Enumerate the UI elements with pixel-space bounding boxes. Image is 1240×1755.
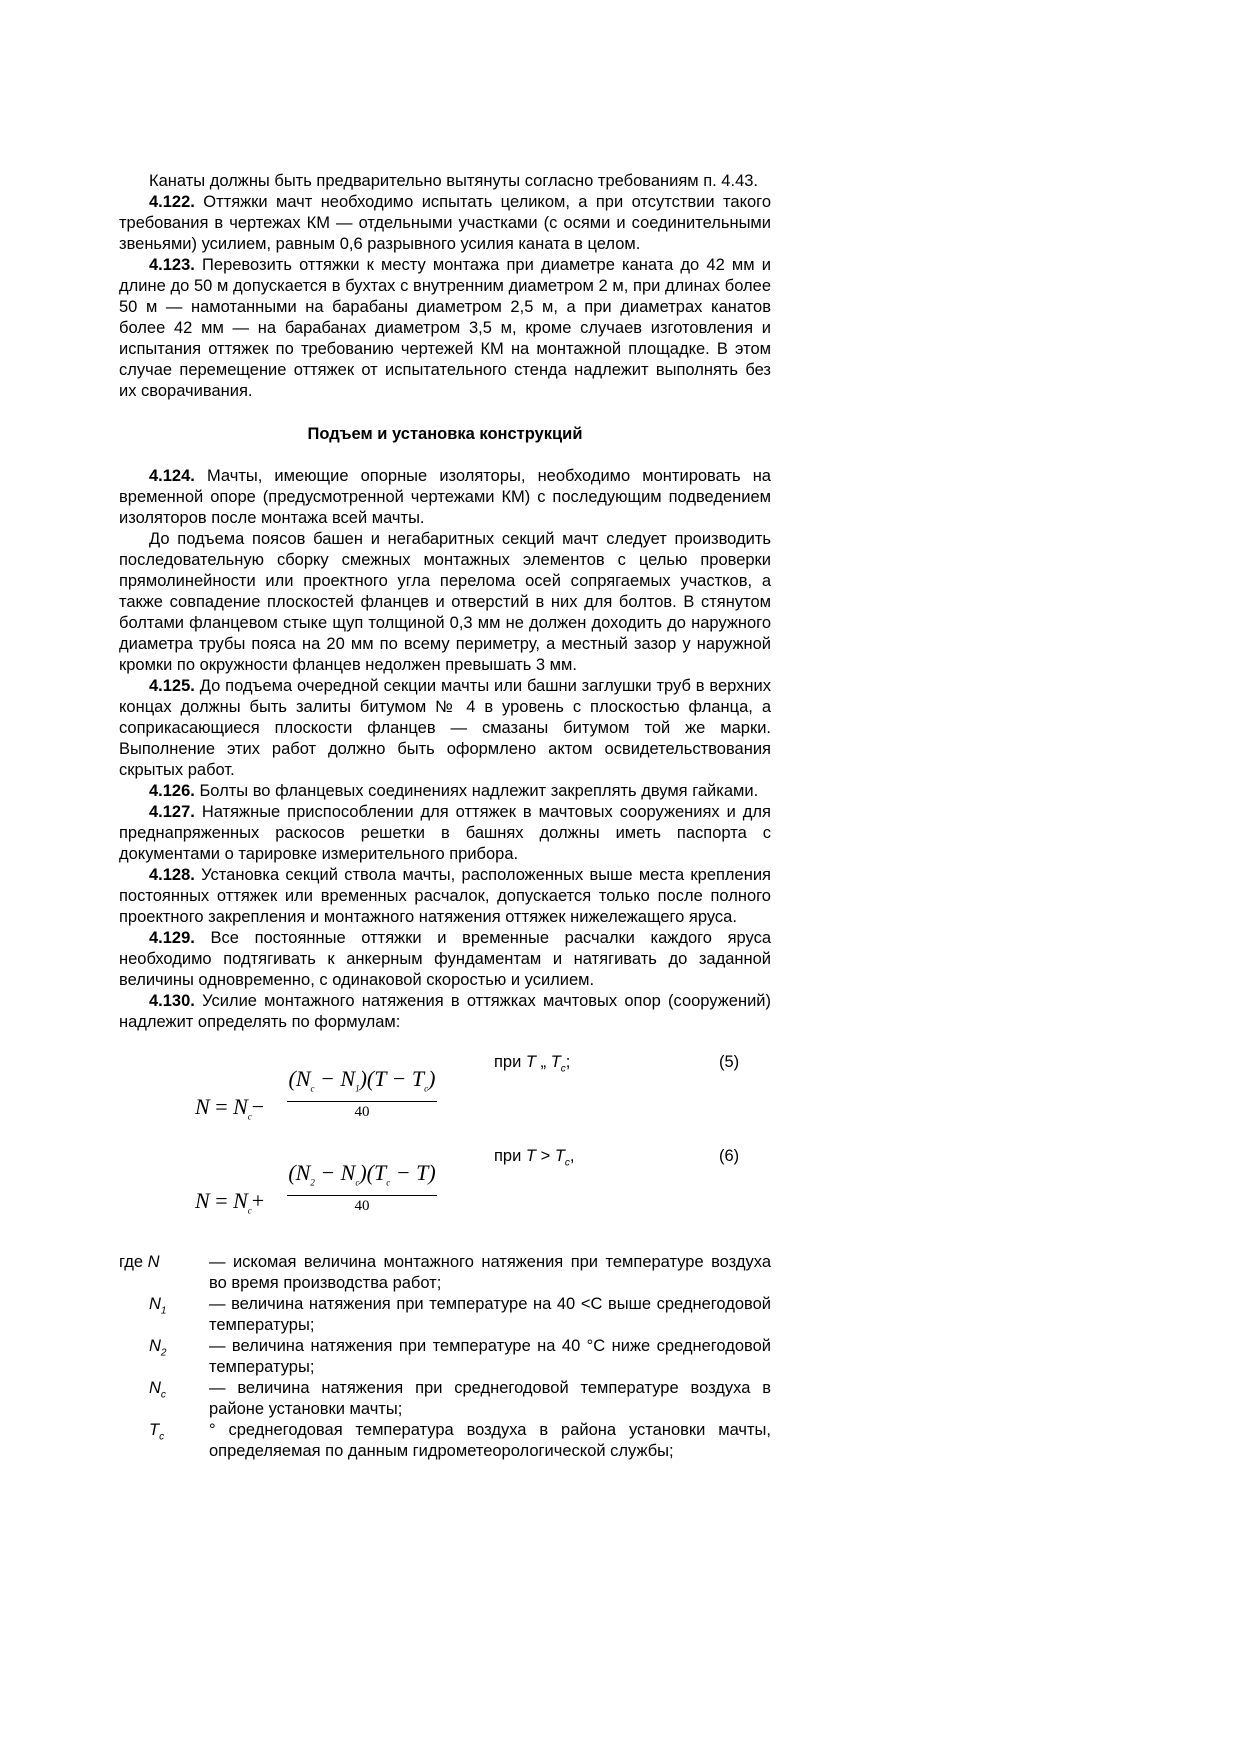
paragraph-4-124: 4.124. Мачты, имеющие опорные изоляторы, необходимо монтировать на временной опоре (предусмотренной чертежами КМ) с последующим подведением изоляторов после монтажа всей мачты.	[119, 467, 771, 527]
formula-denominator: 40	[354, 1198, 370, 1215]
formula-condition: при $T > T_c$,	[494, 1147, 575, 1169]
definition-text: — величина натяжения при температуре на 40 <С выше среднегодовой температуры;	[209, 1295, 771, 1334]
equation-number: (6)	[719, 1147, 740, 1165]
formula-denominator: 40	[354, 1104, 370, 1121]
paragraph: До подъема поясов башен и негабаритных секций мачт следует производить последовательную сборку смежных монтажных элементов с целью проверки прямолинейности или проектного угла перелома осей сопрягаемых участков, а также совпадение плоскостей фланцев и отверстий в них для болтов. В стянутом болтами фланцевом стыке щуп толщиной 0,3 мм не должен доходить до наружного диаметра трубы пояса на 20 мм по всему периметру, а местный зазор у наружной кромки по окружности фланцев недолжен превышать 3 мм.	[119, 530, 771, 674]
paragraph: Канаты должны быть предварительно вытянуты согласно требованиям п. 4.43.	[149, 172, 759, 190]
definition-item: $T_c$ ° среднегодовая температура воздуха в района установки мачты, определяемая по данным гидрометеорологической службы;	[149, 1421, 771, 1460]
formula-fraction	[287, 1162, 437, 1216]
paragraph-4-130: 4.130. Усилие монтажного натяжения в оттяжках мачтовых опор (сооружений) надлежит определять по формулам:	[119, 992, 771, 1031]
definition-text: — искомая величина монтажного натяжения при температуре воздуха во время производства работ;	[209, 1253, 771, 1292]
paragraph-4-129: 4.129. Все постоянные оттяжки и временные расчалки каждого яруса необходимо подтягивать к анкерным фундаментам и натягивать до заданной величины одновременно, с одинаковой скоростью и усилием.	[119, 929, 771, 989]
paragraph-4-126: 4.126. Болты во фланцевых соединениях надлежит закреплять двумя гайками.	[149, 782, 759, 800]
formula-lhs: $N = N_c-$	[195, 1094, 265, 1122]
formula-lhs: $N = N_c+$	[195, 1188, 265, 1216]
formula-fraction	[287, 1068, 437, 1122]
variable-definitions	[119, 1252, 771, 1462]
main-paragraphs	[119, 466, 771, 1033]
section-title: Подъем и установка конструкций	[307, 425, 583, 443]
paragraph-4-125: 4.125. До подъема очередной секции мачты или башни заглушки труб в верхних концах должны быть залиты битумом № 4 в уровень с плоскостью фланца, а соприкасающиеся плоскости фланцев — смазаны битумом той же марки. Выполнение этих работ должно быть оформлено актом освидетельствования скрытых работ.	[119, 677, 771, 779]
document-page	[119, 171, 771, 1462]
definition-item: $N_1$ — величина натяжения при температуре на 40 <С выше среднегодовой температуры;	[149, 1295, 771, 1334]
definition-item: где N — искомая величина монтажного натяжения при температуре воздуха во время производства работ;	[119, 1253, 771, 1292]
definition-item: $N_2$ — величина натяжения при температуре на 40 °С ниже среднегодовой температуры;	[149, 1337, 771, 1376]
definition-text: — величина натяжения при температуре на 40 °С ниже среднегодовой температуры;	[209, 1337, 771, 1376]
paragraph-4-122: 4.122. Оттяжки мачт необходимо испытать целиком, а при отсутствии такого требования в чертежах КМ — отдельными участками (с осями и соединительными звеньями) усилием, равным 0,6 разрывного усилия каната в целом.	[119, 193, 771, 253]
paragraph-4-123: 4.123. Перевозить оттяжки к месту монтажа при диаметре каната до 42 мм и длине до 50 м допускается в бухтах с внутренним диаметром 2 м, при длинах более 50 м — намотанными на барабаны диаметром 2,5 м, а при диаметрах канатов более 42 мм — на барабанах диаметром 3,5 м, кроме случаев изготовления и испытания оттяжек по требованию чертежей КМ на монтажной площадке. В этом случае перемещение оттяжек от испытательного стенда надлежит выполнять без их сворачивания.	[119, 256, 771, 400]
formula-5	[119, 1052, 771, 1140]
paragraph-4-127: 4.127. Натяжные приспособлении для оттяжек в мачтовых сооружениях и для преднапряженных раскосов решетки в башнях должны иметь паспорта с документами о тарировке измерительного прибора.	[119, 803, 771, 863]
formula-numerator: $(N_c - N_1)(T - T_c)$	[287, 1068, 437, 1102]
definition-text: — величина натяжения при среднегодовой температуре воздуха в районе установки мачты;	[209, 1379, 771, 1418]
formula-condition: при T „ $T_c$;	[494, 1053, 571, 1075]
definition-text: ° среднегодовая температура воздуха в района установки мачты, определяемая по данным гидрометеорологической службы;	[209, 1421, 771, 1460]
top-paragraphs	[119, 171, 771, 402]
formula-6	[119, 1146, 771, 1234]
definition-item: $N_c$ — величина натяжения при среднегодовой температуре воздуха в районе установки мачты;	[149, 1379, 771, 1418]
paragraph-4-128: 4.128. Установка секций ствола мачты, расположенных выше места крепления постоянных оттяжек или временных расчалок, допускается только после полного проектного закрепления и монтажного натяжения оттяжек нижележащего яруса.	[119, 866, 771, 926]
formula-numerator: $(N_2 - N_c)(T_c - T)$	[287, 1162, 437, 1196]
equation-number: (5)	[719, 1053, 740, 1071]
